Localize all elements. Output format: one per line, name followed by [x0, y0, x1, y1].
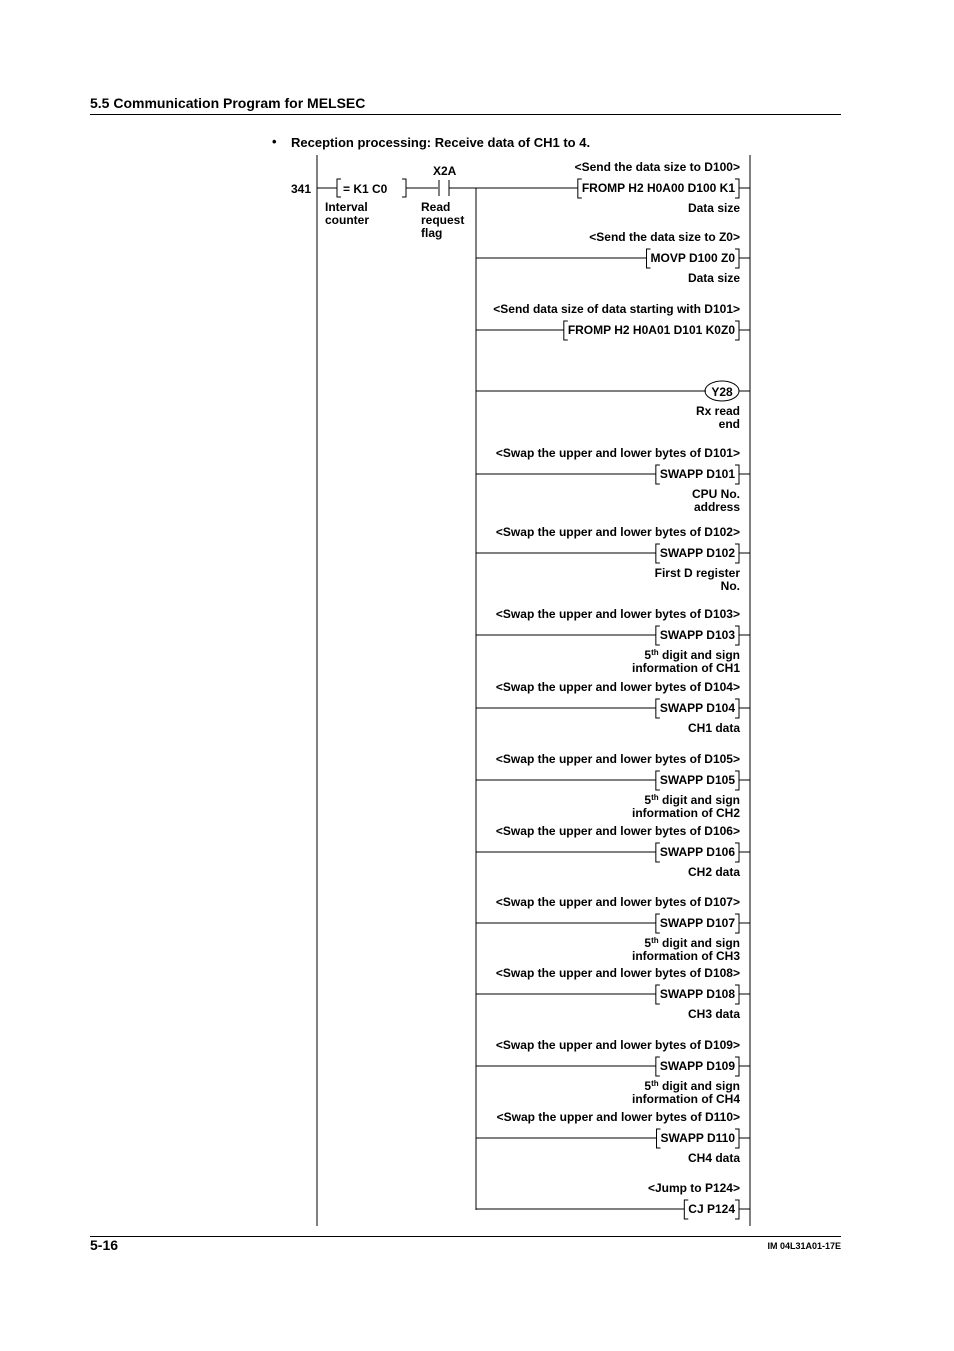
rung-comment: <Swap the upper and lower bytes of D110>	[496, 1110, 740, 1124]
rung-comment: <Jump to P124>	[647, 1181, 740, 1195]
rung	[476, 302, 750, 340]
instruction-bracket-right	[735, 1200, 739, 1219]
compare-bracket-left	[337, 179, 341, 197]
bullet-marker: •	[272, 134, 277, 149]
operand-label: CH4 data	[687, 1151, 740, 1165]
instruction-bracket-right	[735, 914, 739, 933]
operand-label: information of CH2	[632, 806, 740, 820]
rung-comment: <Swap the upper and lower bytes of D106>	[495, 824, 740, 838]
instruction-bracket-right	[735, 179, 739, 198]
rung-comment: <Send the data size to D100>	[574, 160, 740, 174]
instruction-bracket-right	[735, 626, 739, 645]
contact-label-line1: Read	[421, 200, 451, 214]
coil-label: Y28	[711, 385, 733, 399]
instruction-text: SWAPP D101	[659, 467, 735, 481]
instruction-bracket-right	[735, 465, 739, 484]
rung	[476, 160, 750, 215]
operand-label: address	[693, 500, 740, 514]
compare-label-line1: Interval	[325, 200, 368, 214]
rung	[476, 1038, 750, 1106]
instruction-text: SWAPP D105	[659, 773, 735, 787]
compare-instruction: = K1 C0	[343, 182, 388, 196]
operand-label: No.	[720, 579, 740, 593]
operand-label: information of CH1	[632, 661, 740, 675]
contact-name: X2A	[433, 164, 457, 178]
operand-label: 5th digit and sign	[644, 1079, 740, 1093]
instruction-text: SWAPP D108	[659, 987, 735, 1001]
page-number: 5-16	[90, 1237, 119, 1253]
rung-comment: <Swap the upper and lower bytes of D104>	[495, 680, 740, 694]
operand-label: Rx read	[695, 404, 740, 418]
operand-label: information of CH3	[632, 949, 740, 963]
instruction-text: SWAPP D106	[659, 845, 735, 859]
contact-label-line3: flag	[421, 226, 443, 240]
contact-label-line2: request	[421, 213, 465, 227]
rung-comment: <Send the data size to Z0>	[589, 230, 740, 244]
operand-label: 5th digit and sign	[644, 793, 740, 807]
step-number: 341	[291, 182, 312, 196]
rung	[476, 1181, 750, 1219]
instruction-bracket-right	[735, 771, 739, 790]
rung	[476, 381, 750, 431]
compare-label-line2: counter	[325, 213, 370, 227]
instruction-text: MOVP D100 Z0	[650, 251, 735, 265]
rung	[476, 607, 750, 675]
operand-label: Data size	[687, 271, 740, 285]
instruction-bracket-right	[735, 544, 739, 563]
rung-comment: <Swap the upper and lower bytes of D101>	[495, 446, 740, 460]
rung	[476, 895, 750, 963]
rung-comment: <Swap the upper and lower bytes of D105>	[495, 752, 740, 766]
operand-label: CPU No.	[692, 487, 740, 501]
instruction-bracket-right	[735, 1129, 739, 1148]
rung	[476, 230, 750, 285]
instruction-text: SWAPP D110	[660, 1131, 735, 1145]
instruction-text: SWAPP D109	[659, 1059, 735, 1073]
operand-label: 5th digit and sign	[644, 648, 740, 662]
rung-comment: <Send data size of data starting with D101>	[493, 302, 740, 316]
operand-label: 5th digit and sign	[644, 936, 740, 950]
intro-text: Reception processing: Receive data of CH1 to 4.	[291, 135, 591, 150]
instruction-text: SWAPP D103	[659, 628, 735, 642]
compare-bracket-right	[402, 179, 406, 197]
rung-comment: <Swap the upper and lower bytes of D107>	[495, 895, 740, 909]
operand-label: CH1 data	[687, 721, 740, 735]
rung	[476, 680, 750, 735]
operand-label: end	[718, 417, 740, 431]
instruction-bracket-right	[735, 843, 739, 862]
rung	[476, 446, 750, 514]
operand-label: information of CH4	[632, 1092, 740, 1106]
instruction-text: CJ P124	[688, 1202, 735, 1216]
rung	[476, 752, 750, 820]
rung	[476, 824, 750, 879]
rungs-group	[476, 160, 750, 1219]
rung-comment: <Swap the upper and lower bytes of D109>	[495, 1038, 740, 1052]
operand-label: CH2 data	[687, 865, 740, 879]
rung	[476, 1110, 750, 1165]
instruction-text: SWAPP D104	[659, 701, 735, 715]
instruction-text: FROMP H2 H0A01 D101 K0Z0	[567, 323, 735, 337]
instruction-text: SWAPP D102	[659, 546, 735, 560]
instruction-bracket-right	[735, 321, 739, 340]
operand-label: First D register	[654, 566, 740, 580]
footer-divider	[90, 1236, 841, 1237]
rung-comment: <Swap the upper and lower bytes of D102>	[495, 525, 740, 539]
instruction-text: FROMP H2 H0A00 D100 K1	[581, 181, 735, 195]
rung-comment: <Swap the upper and lower bytes of D108>	[495, 966, 740, 980]
rung	[476, 525, 750, 593]
rung-comment: <Swap the upper and lower bytes of D103>	[495, 607, 740, 621]
section-title: 5.5 Communication Program for MELSEC	[90, 95, 366, 111]
operand-label: CH3 data	[687, 1007, 740, 1021]
instruction-bracket-right	[735, 985, 739, 1004]
instruction-text: SWAPP D107	[659, 916, 735, 930]
document-id: IM 04L31A01-17E	[767, 1241, 841, 1251]
instruction-bracket-right	[735, 699, 739, 718]
instruction-bracket-right	[735, 1057, 739, 1076]
rung	[476, 966, 750, 1021]
instruction-bracket-right	[735, 249, 739, 268]
operand-label: Data size	[687, 201, 740, 215]
